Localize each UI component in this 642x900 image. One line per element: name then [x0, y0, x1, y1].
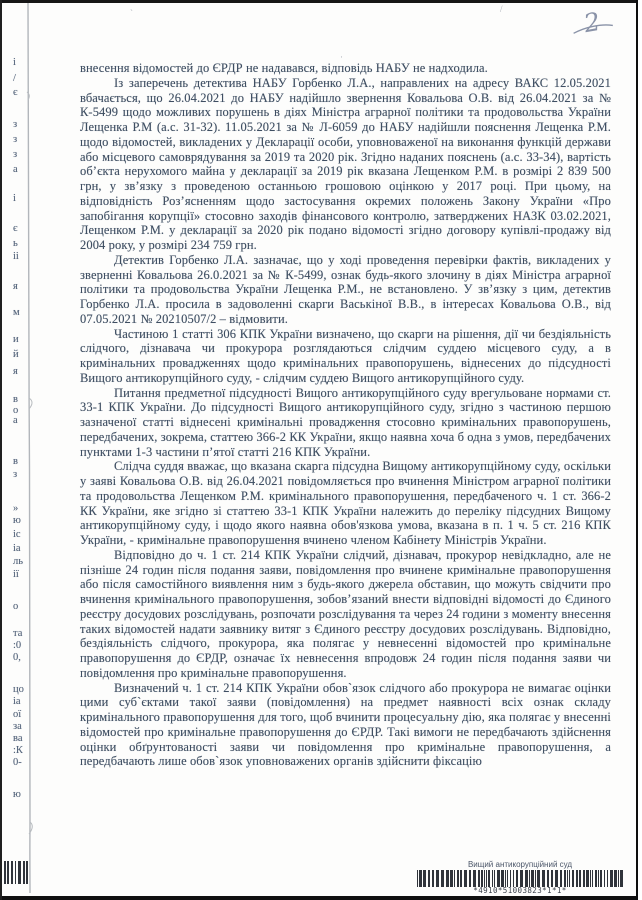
margin-fragments — [0, 0, 32, 900]
margin-fragment: іа — [13, 696, 21, 707]
scan-edge-right-margin — [638, 0, 642, 900]
margin-fragment: і — [13, 57, 16, 68]
margin-fragment: й — [13, 349, 19, 360]
margin-fragment: я — [13, 281, 18, 292]
margin-fragment: ії — [13, 569, 19, 580]
paragraph: Із заперечень детектива НАБУ Горбенко Л.А., направлених на адресу ВАКС 12.05.2021 вбачається, що 26.04.2021 до НАБУ надійшло звернення Ковальова О.В. від 26.04.2021 за № К-5499 щодо можливих порушень в діях Міністра аграрної політики та продовольства України Лещенка Р.М (а.с. 31-32). 11.05.2021 за № Л-6059 до НАБУ надійшли пояснення Лещенка Р.М. щодо відомостей, викладених у Декларації особи, уповноваженої на виконання функцій держави або місцевого самоврядування за 2019 та 2020 рік. Згідно наданих пояснень (а.с. 33-34), вартість об’єкта нерухомого майна у декларації за 2019 рік вказана Лещенком Р.М. в розмірі 2 839 500 грн, у зв’язку з проведеною останньою грошовою оцінкою у 2017 році. При цьому, на відповідність Роз’ясненням щодо застосування окремих положень Закону України «Про запобігання корупції» стосовно заходів фінансового контролю, затверджених НАЗК 03.02.2021, Лещенком Р.М. у декларації за 2020 рік подано відомості згідно договору купівлі-продажу від 2004 року, у розмірі 234 759 грн. — [80, 75, 611, 252]
paragraph: Питання предметної підсудності Вищого антикорупційного суду врегульоване нормами ст. 33-1 КПК України. До підсудності Вищого антикорупційного суду, згідно з частиною першою зазначеної статті віднесені кримінальні провадження стосовно кримінальних правопорушень, передбачених, зокрема, статтею 366-2 КК України, якщо наявна хоча б одна з умов, передбачених пунктами 1-3 частини п’ятої статті 216 КПК України. — [80, 385, 611, 459]
margin-fragment: та — [13, 628, 23, 639]
scan-edge-right — [636, 0, 638, 900]
paragraph: Слідча суддя вважає, що вказана скарга підсудна Вищому антикорупційному суду, оскільки у заяві Ковальова О.В. від 26.04.2021 повідомляється про вчинення Міністром аграрної політики та продовольства Лещенком Р.М. кримінального правопорушення, передбаченого ч. 1 ст. 366-2 КК України, яке згідно зі статтею 33-1 КПК України належить до переліку підсудних Вищому антикорупційному суду, і щодо якого наявна обов'язкова умова, вказана в п. 1 ч. 5 ст. 216 КПК України, - кримінальне правопорушення вчинено членом Кабінету Міністрів України. — [80, 459, 611, 547]
margin-fragment: з — [13, 134, 18, 145]
scan-artifact: / — [500, 4, 503, 14]
scan-edge-bottom — [0, 896, 642, 900]
margin-fragment: и — [13, 334, 19, 345]
margin-fragment: ю — [13, 789, 21, 800]
barcode-number: *4910*51003823*1*1* — [473, 886, 567, 895]
margin-fragment: в — [13, 394, 18, 405]
margin-fragment: іі — [13, 251, 19, 262]
barcode-label: Вищий антикорупційний суд — [467, 860, 573, 869]
scan-artifact: · — [340, 52, 343, 62]
margin-fragment: іа — [13, 543, 21, 554]
margin-fragment: є — [13, 223, 18, 234]
margin-fragment: » — [13, 503, 19, 514]
margin-fragment: і — [13, 193, 16, 204]
margin-fragment: 0- — [13, 757, 22, 768]
margin-fragment: ль — [13, 556, 24, 567]
paragraph: Детектив Горбенко Л.А. зазначає, що у ході проведення перевірки фактів, викладених у зверненні Ковальова 26.0.2021 за № К-5499, ознак будь-якого злочину в діях Міністра аграрної політики та продовольства України Лещенка Р.М., не встановлено. У зв’язку з цим, детектив Горбенко Л.А. просила в задоволенні скарги Васькіної В.В., в інтересах Ковальова О.В., від 07.05.2021 № 20210507/2 – відмовити. — [80, 252, 611, 326]
barcode-icon — [417, 870, 623, 887]
paragraph: Визначений ч. 1 ст. 214 КПК України обов`язок слідчого або прокурора не вимагає оцінки цими суб`єктами такої заяви (повідомлення) на предмет наявності всіх ознак складу кримінального правопорушення для того, щоб вчинити процесуальну дію, яка полягає у внесенні відомостей про кримінальне правопорушення до ЄРДР. Такі вимоги не передбачають здійснення оцінки обґрунтованості заяви чи повідомлення про кримінальне правопорушення, а передбачають лише обов`язок уповноважених органів здійснити фіксацію — [80, 680, 611, 769]
barcode-fragment — [4, 861, 30, 884]
margin-fragment: :К — [13, 745, 23, 756]
scan-edge-top — [0, 0, 642, 3]
margin-fragment: цо — [13, 684, 24, 695]
margin-fragment: ої — [13, 709, 22, 720]
margin-fragment: ва — [13, 733, 23, 744]
margin-fragment: а — [13, 164, 18, 175]
margin-fragment: в — [13, 456, 18, 467]
margin-fragment: іс — [13, 529, 21, 540]
page-number-text: 2 — [581, 6, 603, 39]
margin-fragment: 0, — [13, 652, 21, 663]
margin-fragment: о — [13, 601, 19, 612]
margin-fragment: а — [13, 415, 18, 426]
scan-artifact: ` — [130, 8, 133, 18]
margin-fragment: ь — [13, 238, 18, 249]
court-barcode-stamp — [414, 860, 626, 895]
margin-fragment: з — [13, 119, 18, 130]
margin-fragment: з — [13, 469, 18, 480]
margin-fragment: ю — [13, 515, 21, 526]
handwritten-page-number — [581, 6, 603, 39]
margin-fragment: я — [13, 366, 18, 377]
margin-fragment: :0 — [13, 640, 22, 651]
margin-fragment: за — [13, 721, 22, 732]
document-body — [80, 61, 611, 769]
margin-fragment: м — [13, 307, 20, 318]
paragraph: Частиною 1 статті 306 КПК України визначено, що скарги на рішення, дії чи бездіяльність слідчого, дізнавача чи прокурора розглядаються слідчим суддею місцевого суду, а в кримінальних провадженнях щодо кримінальних правопорушень, віднесених до підсудності Вищого антикорупційного суду, - слідчим суддею Вищого антикорупційного суду. — [80, 326, 611, 385]
paragraph: внесення відомостей до ЄРДР не надавався, відповідь НАБУ не надходила. — [80, 61, 488, 75]
paragraph: Відповідно до ч. 1 ст. 214 КПК України слідчий, дізнавач, прокурор невідкладно, але не пізніше 24 годин після подання заяви, повідомлення про вчинене кримінальне правопорушення або після самостійного виявлення ним з будь-якого джерела обставин, що можуть свідчити про вчинення кримінального правопорушення, зобов’язаний внести відповідні відомості до Єдиного реєстру досудових розслідувань, розпочати розслідування та через 24 години з моменту внесення таких відомостей надати заявнику витяг з Єдиного реєстру досудових розслідувань. Відповідно, бездіяльність слідчого, прокурора, яка полягає у невнесенні відомостей про кримінальне правопорушення до ЄРДР, означає їх невнесення впродовж 24 годин після подання заяви чи повідомлення про кримінальне правопорушення. — [80, 547, 611, 680]
margin-fragment: о — [13, 405, 19, 416]
margin-fragment: з — [13, 149, 18, 160]
handwriting-flourish — [571, 20, 617, 43]
margin-fragment: / — [13, 73, 16, 84]
margin-fragment: є — [13, 87, 18, 98]
